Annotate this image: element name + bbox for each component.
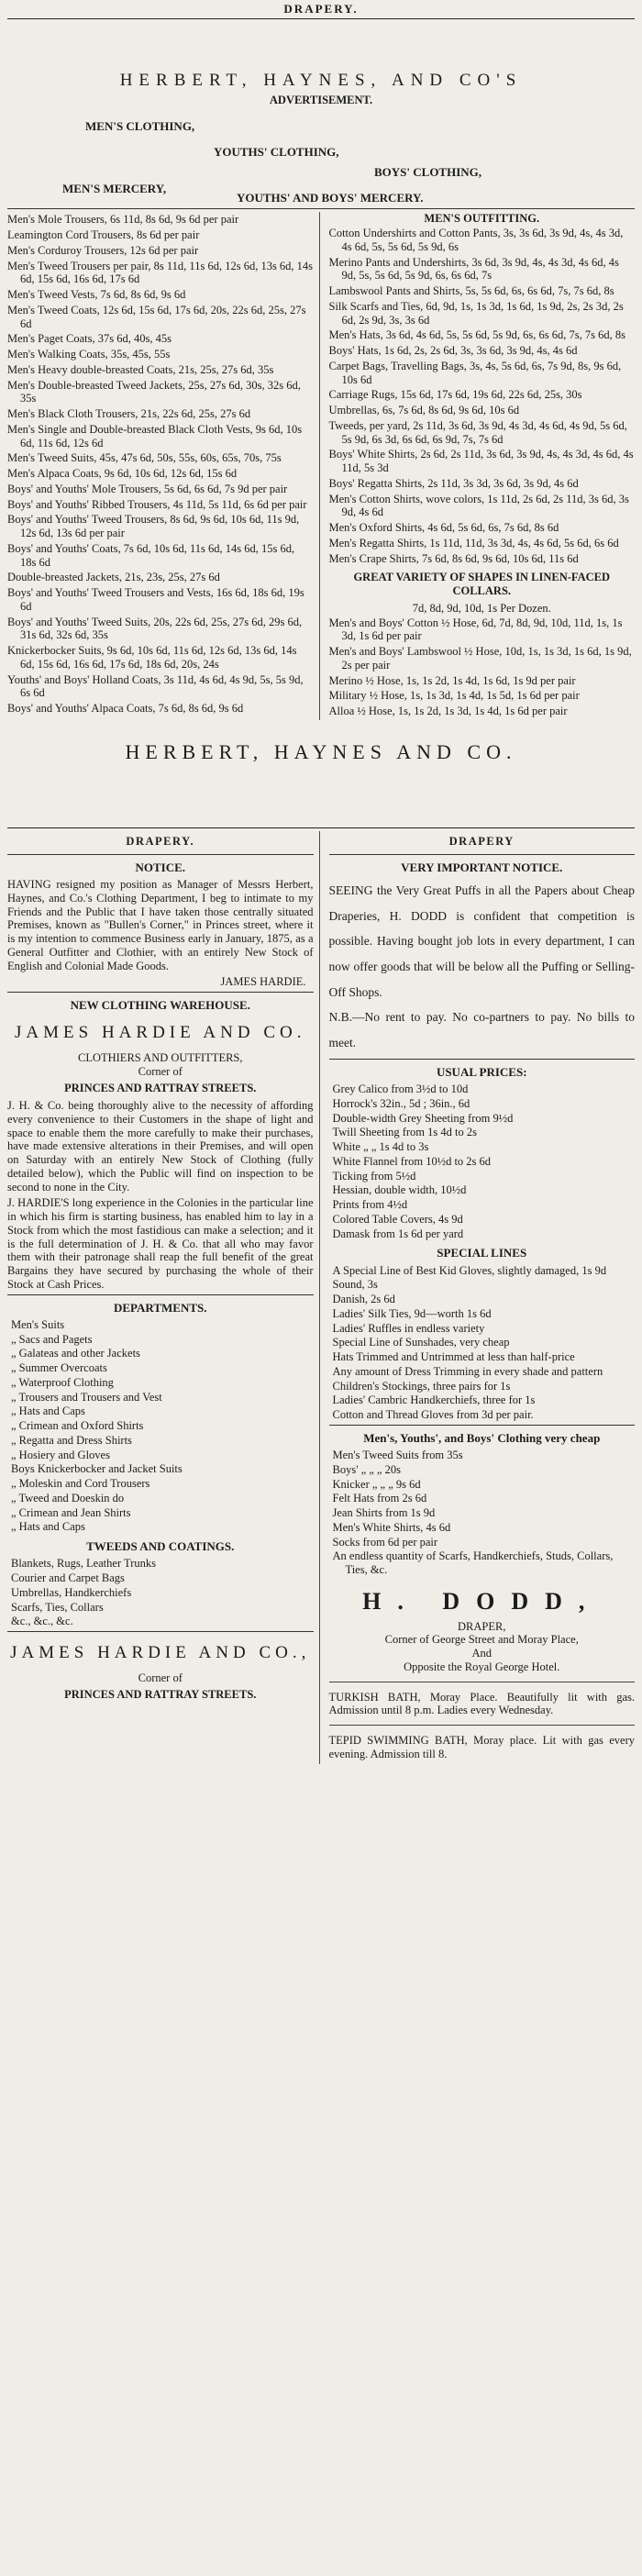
price-item: Lambswool Pants and Shirts, 5s, 5s 6d, 6s, 6s 6d, 7s, 7s 6d, 8s: [328, 284, 614, 298]
price-item: Men's Tweed Vests, 7s 6d, 8s 6d, 9s 6d: [7, 288, 186, 302]
list-item: „ Hats and Caps: [11, 1520, 85, 1534]
category-boys-clothing: BOYS' CLOTHING,: [374, 165, 482, 180]
turkish-bath-notice: [329, 1682, 636, 1718]
corner-of: Corner of: [138, 1064, 183, 1078]
list-item: Umbrellas, Handkerchiefs: [11, 1585, 132, 1599]
list-item: „ Hats and Caps: [11, 1405, 85, 1418]
list-item: Children's Stockings, three pairs for 1s: [332, 1379, 511, 1393]
price-item: Men's Oxford Shirts, 4s 6d, 5s 6d, 6s, 7s 6d, 8s 6d: [328, 521, 559, 535]
price-item: Boys' Regatta Shirts, 2s 11d, 3s 3d, 3s 6d, 3s 9d, 4s 6d: [328, 476, 579, 490]
notice-text: SEEING the Very Great Puffs in all the Papers about Cheap Draperies, H. DODD is confident that competition is possible. Having bought job lots in every department, I can now offer goods that will be below all the Puffing or Selling-Off Shops.: [328, 883, 635, 999]
list-item: Boys' „ „ „ 20s: [332, 1462, 401, 1476]
price-item: Men's Heavy double-breasted Coats, 21s, 25s, 27s 6d, 35s: [7, 362, 274, 376]
price-item: Men's and Boys' Cotton ½ Hose, 6d, 7d, 8d, 9d, 10d, 11d, 1s, 1s 3d, 1s 6d per pair: [328, 616, 623, 643]
spacer: [7, 786, 635, 825]
address-line: Corner of George Street and Moray Place,: [384, 1633, 579, 1647]
list-item: „ Tweed and Doeskin do: [11, 1491, 125, 1505]
list-item: Colored Table Covers, 4s 9d: [332, 1212, 463, 1226]
dodd-column: [329, 831, 636, 1764]
list-item: Men's Suits: [11, 1317, 65, 1331]
list-item: „ Waterproof Clothing: [11, 1375, 114, 1389]
list-item: Grey Calico from 3½d to 10d: [332, 1083, 469, 1096]
ad-subtitle: ADVERTISEMENT.: [269, 93, 373, 106]
list-item: „ Crimean and Jean Shirts: [11, 1505, 131, 1519]
ad-footer-title: HERBERT, HAYNES AND CO.: [125, 739, 517, 763]
list-item: „ Crimean and Oxford Shirts: [11, 1419, 144, 1433]
list-item: Sound, 3s: [332, 1278, 378, 1292]
list-item: Courier and Carpet Bags: [11, 1571, 125, 1585]
price-list-columns: [7, 212, 635, 720]
price-item: Men's Hats, 3s 6d, 4s 6d, 5s, 5s 6d, 5s 9d, 6s, 6s 6d, 7s, 7s 6d, 8s: [328, 328, 625, 342]
price-item: Boys' and Youths' Tweed Trousers, 8s 6d, 9s 6d, 10s 6d, 11s 9d, 12s 6d, 13s 6d per pair: [7, 513, 300, 540]
list-item: „ Summer Overcoats: [11, 1361, 107, 1375]
list-item: Felt Hats from 2s 6d: [332, 1492, 427, 1505]
price-item: Men's and Boys' Lambswool ½ Hose, 10d, 1s, 1s 3d, 1s 6d, 1s 9d, 2s per pair: [328, 645, 632, 672]
swimming-bath-text: TEPID SWIMMING BATH, Moray place. Lit with gas every evening. Admission till 8.: [328, 1734, 635, 1760]
draper-role: DRAPER,: [458, 1619, 506, 1633]
list-item: „ Sacs and Pagets: [11, 1332, 93, 1346]
price-item: Silk Scarfs and Ties, 6d, 9d, 1s, 1s 3d, 1s 6d, 1s 9d, 2s, 2s 3d, 2s 6d, 2s 9d, 3s, 3s 6d: [328, 299, 624, 327]
list-item: White Flannel from 10½d to 2s 6d: [332, 1154, 492, 1168]
list-item: Men's Tweed Suits from 35s: [332, 1449, 463, 1462]
clothing-price-list: [7, 212, 320, 720]
list-item: Ladies' Ruffles in endless variety: [332, 1321, 485, 1335]
divider: [7, 1294, 314, 1295]
notice-text: HAVING resigned my position as Manager of Messrs Herbert, Haynes, and Co.'s Clothing Department, I beg to intimate to my Friends and the Public that I have taken those centrally situated Premises, known as "Bullen's Corner," in Princes street, where it is my intention to commence Business early in January, 1875, as a General Outfitter and Clothier, with an entirely New Stock of English and Colonial Made Goods.: [7, 878, 314, 972]
corner-of: Corner of: [138, 1671, 183, 1684]
list-item: Socks from 6d per pair: [332, 1535, 438, 1549]
price-item: Boys' and Youths' Coats, 7s 6d, 10s 6d, 11s 6d, 14s 6d, 15s 6d, 18s 6d: [7, 541, 295, 569]
price-item: Men's Double-breasted Tweed Jackets, 25s, 27s 6d, 30s, 32s 6d, 35s: [7, 378, 301, 405]
category-youths-clothing: YOUTHS' CLOTHING,: [214, 145, 339, 160]
warehouse-title: NEW CLOTHING WAREHOUSE.: [70, 998, 250, 1013]
hardie-column: [7, 831, 320, 1764]
price-item: Men's Paget Coats, 37s 6d, 40s, 45s: [7, 332, 172, 346]
divider: [329, 1425, 636, 1426]
special-lines-title: SPECIAL LINES: [437, 1246, 527, 1260]
address-and: And: [471, 1647, 493, 1660]
price-item: Tweeds, per yard, 2s 11d, 3s 6d, 3s 9d, 4s 3d, 4s 6d, 4s 9d, 5s 6d, 5s 9d, 6s 3d, 6s 6d, 6s 9d, 7s, 7s 6d: [328, 418, 627, 446]
price-item: Leamington Cord Trousers, 8s 6d per pair: [7, 228, 200, 242]
price-item: Men's Corduroy Trousers, 12s 6d per pair: [7, 243, 199, 257]
swimming-bath-notice: [329, 1725, 636, 1761]
price-item: Men's Tweed Suits, 45s, 47s 6d, 50s, 55s, 60s, 65s, 70s, 75s: [7, 451, 282, 465]
notice-title: VERY IMPORTANT NOTICE.: [401, 860, 563, 874]
price-item: Men's Walking Coats, 35s, 45s, 55s: [7, 348, 171, 361]
price-item: Men's Cotton Shirts, wove colors, 1s 11d, 2s 6d, 2s 11d, 3s 6d, 3s 9d, 4s 6d: [328, 492, 629, 519]
paragraph: J. HARDIE'S long experience in the Colonies in the particular line in which his firm is starting business, has enabled him to lay in a Stock from which the most fastidious can make a selection; and it is the full determination of J. H. & Co. that all who may favor them with their patronage shall reap the full benefit of the great Bargains they have secured by purchasing the whole of their Stock at Cash Prices.: [7, 1196, 314, 1291]
collars-prices: 7d, 8d, 9d, 10d, 1s Per Dozen.: [412, 601, 551, 615]
list-item: Twill Sheeting from 1s 4d to 2s: [332, 1126, 477, 1139]
section-header: DRAPERY.: [126, 834, 195, 848]
price-item: Youths' and Boys' Holland Coats, 3s 11d, 4s 6d, 4s 9d, 5s, 5s 9d, 6s 6d: [7, 672, 304, 700]
price-item: Men's Regatta Shirts, 1s 11d, 11d, 3s 3d, 4s, 4s 6d, 5s 6d, 6s 6d: [328, 536, 619, 550]
category-youths-mercery: YOUTHS' AND BOYS' MERCERY.: [237, 191, 424, 205]
list-item: Horrock's 32in., 5d ; 36in., 6d: [332, 1096, 470, 1110]
departments-list: [7, 1318, 314, 1534]
list-item: „ Moleskin and Cord Trousers: [11, 1477, 150, 1491]
ad-title: HERBERT, HAYNES, AND CO'S: [119, 71, 523, 91]
price-item: Merino ½ Hose, 1s, 1s 2d, 1s 4d, 1s 6d, 1s 9d per pair: [328, 673, 576, 687]
lower-columns: [7, 831, 635, 1764]
firm-subtitle: CLOTHIERS AND OUTFITTERS,: [77, 1050, 243, 1064]
list-item: &c., &c., &c.: [11, 1615, 73, 1628]
price-item: Knickerbocker Suits, 9s 6d, 10s 6d, 11s 6d, 12s 6d, 13s 6d, 14s 6d, 15s 6d, 16s 6d, 17s 6d, 18s 6d, 20s, 24s: [7, 644, 297, 671]
list-item: Ladies' Silk Ties, 9d—worth 1s 6d: [332, 1306, 492, 1320]
list-item: Special Line of Sunshades, very cheap: [332, 1336, 510, 1349]
price-item: Men's Alpaca Coats, 9s 6d, 10s 6d, 12s 6d, 15s 6d: [7, 467, 238, 481]
list-item: Damask from 1s 6d per yard: [332, 1227, 464, 1240]
list-item: Ticking from 5½d: [332, 1169, 416, 1183]
tweeds-list: [7, 1557, 314, 1628]
price-item: Boys' White Shirts, 2s 6d, 2s 11d, 3s 6d, 3s 9d, 4s, 4s 3d, 4s 6d, 4s 11d, 5s 3d: [328, 448, 634, 475]
price-item: Boys' and Youths' Tweed Trousers and Vests, 16s 6d, 18s 6d, 19s 6d: [7, 586, 304, 613]
divider: [7, 1631, 314, 1632]
list-item: Prints from 4½d: [332, 1198, 408, 1212]
address-line: Opposite the Royal George Hotel.: [404, 1660, 560, 1673]
list-item: Danish, 2s 6d: [332, 1293, 395, 1306]
outfitting-heading: MEN'S OUTFITTING.: [424, 212, 540, 226]
price-item: Boys' and Youths' Tweed Suits, 20s, 22s 6d, 25s, 27s 6d, 29s 6d, 31s 6d, 32s 6d, 35s: [7, 615, 303, 642]
draper-name: H. DODD,: [362, 1587, 602, 1615]
list-item: Scarfs, Ties, Collars: [11, 1600, 104, 1614]
price-item: Double-breasted Jackets, 21s, 23s, 25s, 27s 6d: [7, 571, 220, 584]
price-item: Men's Tweed Trousers per pair, 8s 11d, 11s 6d, 12s 6d, 13s 6d, 14s 6d, 15s 6d, 16s 6d, 17s 6d: [7, 259, 314, 286]
list-item: Any amount of Dress Trimming in every shade and pattern: [332, 1364, 603, 1378]
list-item: An endless quantity of Scarfs, Handkerchiefs, Studs, Collars, Ties, &c.: [332, 1549, 614, 1577]
streets: PRINCES AND RATTRAY STREETS.: [64, 1688, 257, 1702]
divider: [7, 18, 635, 19]
list-item: „ Regatta and Dress Shirts: [11, 1433, 132, 1447]
divider: [329, 1059, 636, 1060]
firm-name: JAMES HARDIE AND CO.,: [10, 1643, 311, 1663]
price-item: Alloa ½ Hose, 1s, 1s 2d, 1s 3d, 1s 4d, 1s 6d per pair: [328, 705, 568, 718]
notice-signature: JAMES HARDIE.: [220, 975, 306, 989]
list-item: Blankets, Rugs, Leather Trunks: [11, 1557, 156, 1571]
special-lines-list: [329, 1264, 636, 1422]
price-item: Carpet Bags, Travelling Bags, 3s, 4s, 5s 6d, 6s, 7s 9d, 8s, 9s 6d, 10s 6d: [328, 359, 622, 386]
divider: [7, 854, 314, 855]
mens-clothing-title: Men's, Youths', and Boys' Clothing very cheap: [363, 1430, 601, 1445]
outfitting-price-list: [329, 212, 636, 720]
price-item: Men's Mole Trousers, 6s 11d, 8s 6d, 9s 6d per pair: [7, 213, 239, 227]
nb-line: N.B.—No rent to pay. No co-partners to pay. No bills to meet.: [328, 1010, 635, 1050]
tweeds-title: TWEEDS AND COATINGS.: [86, 1539, 235, 1554]
section-header: DRAPERY.: [283, 2, 359, 16]
mens-clothing-list: [329, 1449, 636, 1577]
price-item: Umbrellas, 6s, 7s 6d, 8s 6d, 9s 6d, 10s 6d: [328, 404, 520, 417]
firm-name: JAMES HARDIE AND CO.: [15, 1023, 306, 1043]
list-item: Cotton and Thread Gloves from 3d per pair.: [332, 1408, 534, 1422]
category-mens-mercery: MEN'S MERCERY,: [62, 182, 167, 196]
list-item: Ladies' Cambric Handkerchiefs, three for 1s: [332, 1393, 536, 1407]
paragraph: J. H. & Co. being thoroughly alive to the necessity of affording every convenience to their Customers in the shape of light and space to enable them the more carefully to make their purchases, have made extensive alterations in their Premises, and will open on Saturday with an entirely New Stock of Clothing (fully detailed below), which the Public will find on inspection to be second to none in the City.: [7, 1099, 314, 1194]
departments-title: DEPARTMENTS.: [113, 1300, 207, 1315]
price-item: Merino Pants and Undershirts, 3s 6d, 3s 9d, 4s, 4s 3d, 4s 6d, 4s 9d, 5s, 5s 6d, 5s 9d, 6s, 6s 6d, 7s: [328, 255, 619, 283]
notice-title: NOTICE.: [135, 860, 186, 874]
list-item: Hessian, double width, 10½d: [332, 1183, 467, 1197]
divider: [7, 827, 635, 828]
divider: [7, 992, 314, 993]
price-item: Cotton Undershirts and Cotton Pants, 3s, 3s 6d, 3s 9d, 4s, 4s 3d, 4s 6d, 5s, 5s 6d, 5s 9d, 6s: [328, 227, 624, 253]
category-banner: [7, 114, 635, 205]
divider: [7, 208, 635, 209]
divider: [329, 854, 636, 855]
list-item: A Special Line of Best Kid Gloves, slightly damaged, 1s 9d: [332, 1263, 607, 1277]
turkish-bath-text: TURKISH BATH, Moray Place. Beautifully lit with gas. Admission until 8 p.m. Ladies every Wednesday.: [328, 1690, 635, 1717]
price-item: Men's Black Cloth Trousers, 21s, 22s 6d, 25s, 27s 6d: [7, 407, 251, 421]
list-item: Boys Knickerbocker and Jacket Suits: [11, 1462, 183, 1476]
price-item: Boys' and Youths' Ribbed Trousers, 4s 11d, 5s 11d, 6s 6d per pair: [7, 497, 307, 511]
price-item: Men's Crape Shirts, 7s 6d, 8s 6d, 9s 6d, 10s 6d, 11s 6d: [328, 551, 579, 565]
usual-prices-title: USUAL PRICES:: [436, 1064, 527, 1079]
list-item: „ Hosiery and Gloves: [11, 1448, 110, 1461]
price-item: Men's Tweed Coats, 12s 6d, 15s 6d, 17s 6d, 20s, 22s 6d, 25s, 27s 6d: [7, 303, 306, 330]
price-item: Men's Single and Double-breasted Black Cloth Vests, 9s 6d, 10s 6d, 11s 6d, 12s 6d: [7, 422, 303, 450]
category-mens-clothing: MEN'S CLOTHING,: [85, 119, 195, 134]
price-item: Boys' and Youths' Mole Trousers, 5s 6d, 6s 6d, 7s 9d per pair: [7, 482, 288, 495]
list-item: Knicker „ „ „ 9s 6d: [332, 1477, 421, 1491]
list-item: White „ „ 1s 4d to 3s: [332, 1140, 429, 1154]
section-header: DRAPERY: [448, 834, 515, 848]
streets: PRINCES AND RATTRAY STREETS.: [64, 1082, 257, 1095]
price-item: Boys' and Youths' Alpaca Coats, 7s 6d, 8s 6d, 9s 6d: [7, 702, 244, 716]
price-item: Carriage Rugs, 15s 6d, 17s 6d, 19s 6d, 22s 6d, 25s, 30s: [328, 388, 582, 402]
collars-heading: GREAT VARIETY OF SHAPES IN LINEN-FACED COLLARS.: [353, 571, 611, 598]
list-item: Jean Shirts from 1s 9d: [332, 1506, 436, 1520]
usual-prices-list: [329, 1083, 636, 1240]
list-item: „ Galateas and other Jackets: [11, 1347, 140, 1360]
list-item: „ Trousers and Trousers and Vest: [11, 1390, 162, 1404]
price-item: Boys' Hats, 1s 6d, 2s, 2s 6d, 3s, 3s 6d, 3s 9d, 4s, 4s 6d: [328, 344, 578, 358]
list-item: Hats Trimmed and Untrimmed at less than half-price: [332, 1350, 575, 1364]
list-item: Double-width Grey Sheeting from 9½d: [332, 1111, 514, 1125]
list-item: Men's White Shirts, 4s 6d: [332, 1520, 451, 1534]
price-item: Military ½ Hose, 1s, 1s 3d, 1s 4d, 1s 5d, 1s 6d per pair: [328, 689, 580, 703]
